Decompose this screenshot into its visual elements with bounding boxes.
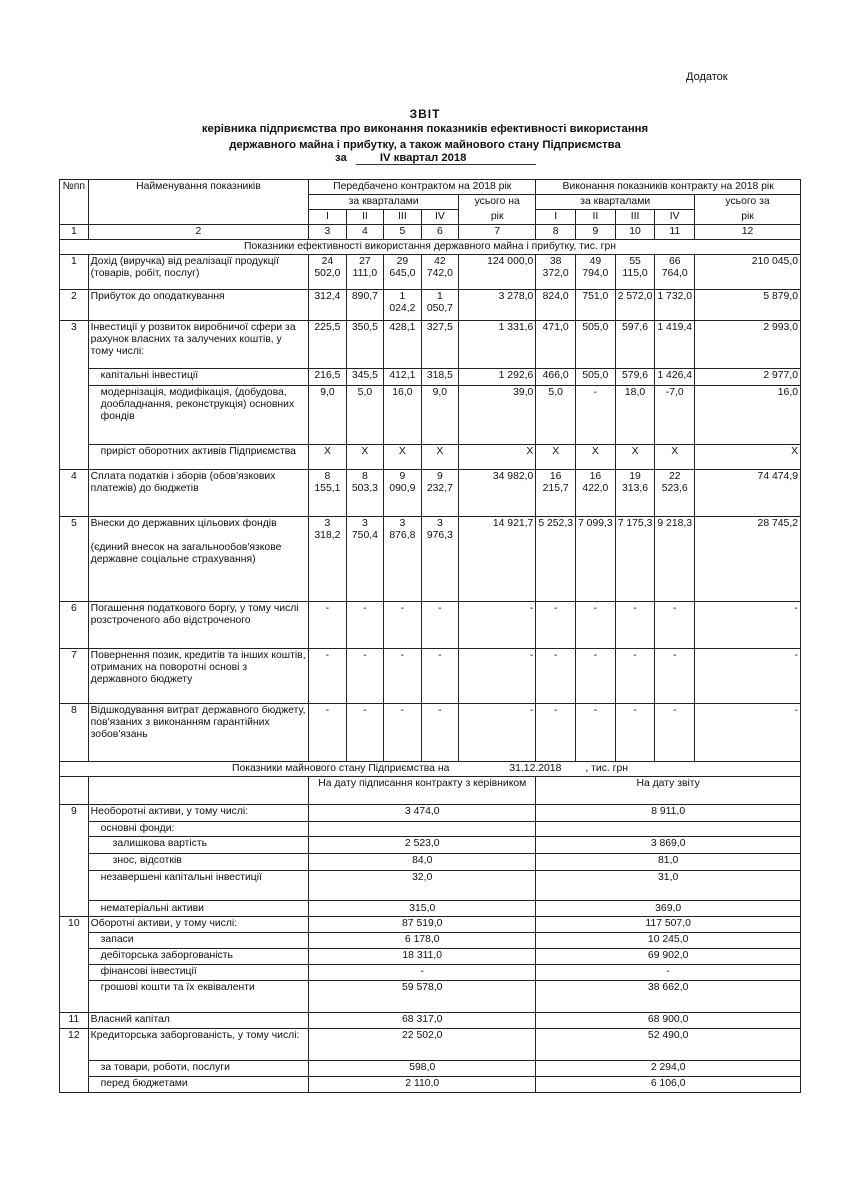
contract-date-value: 68 317,0 [309, 1013, 536, 1029]
header-actual-total: усього за [695, 195, 801, 210]
asset-row [60, 854, 801, 871]
indicator-name [88, 602, 309, 649]
asset-row [60, 837, 801, 854]
report-date-value: 81,0 [536, 854, 801, 871]
header-actual-total-year: рік [695, 210, 801, 225]
column-number: 1 [60, 225, 89, 240]
column-numbers-row [60, 225, 801, 240]
indicator-row [60, 517, 801, 602]
row-number: 8 [60, 704, 89, 762]
asset-name: нематеріальні активи [88, 901, 309, 917]
indicator-name [88, 290, 309, 321]
actual-value: 2 572,0 [615, 290, 655, 321]
planned-value: - [459, 649, 536, 704]
planned-value: - [459, 704, 536, 762]
header-num: №пп [60, 180, 89, 195]
actual-value: 505,0 [576, 369, 616, 386]
row-number [60, 1061, 89, 1077]
asset-row [60, 949, 801, 965]
contract-date-value: - [309, 965, 536, 981]
asset-name: основні фонди: [88, 822, 309, 837]
row-number [60, 445, 89, 470]
contract-date-value: 18 311,0 [309, 949, 536, 965]
indicator-name-text: приріст оборотних активів Підприємства [100, 446, 296, 457]
column-number: 9 [576, 225, 616, 240]
planned-value: X [384, 445, 421, 470]
planned-value: 3 976,3 [421, 517, 458, 602]
planned-value: 9 232,7 [421, 470, 458, 517]
actual-value: - [576, 602, 616, 649]
contract-date-value: 22 502,0 [309, 1029, 536, 1061]
period-value: IV квартал 2018 [356, 152, 536, 165]
header-q3: III [615, 210, 655, 225]
actual-value: 466,0 [536, 369, 576, 386]
actual-value: - [615, 649, 655, 704]
asset-name: залишкова вартість [88, 837, 309, 854]
actual-value: X [536, 445, 576, 470]
planned-value: 216,5 [309, 369, 346, 386]
report-title: ЗВІТ [409, 107, 441, 121]
planned-value: 3 318,2 [309, 517, 346, 602]
header-name: Найменування показників [88, 180, 309, 195]
report-date-value: 38 662,0 [536, 981, 801, 1013]
actual-value: X [615, 445, 655, 470]
report-date-value: 8 911,0 [536, 805, 801, 822]
actual-value: 16 215,7 [536, 470, 576, 517]
report-date-value: 117 507,0 [536, 917, 801, 933]
row-number [60, 933, 89, 949]
actual-value: 9 218,3 [655, 517, 695, 602]
asset-name: фінансові інвестиції [88, 965, 309, 981]
report-date-value: - [536, 965, 801, 981]
actual-value: 2 977,0 [695, 369, 801, 386]
actual-value: 66 764,0 [655, 255, 695, 290]
actual-value: - [536, 704, 576, 762]
indicator-name [88, 321, 309, 369]
indicator-name-text: Прибуток до оподаткування [90, 291, 225, 302]
section-2-title [60, 762, 801, 777]
actual-value: 5 879,0 [695, 290, 801, 321]
row-number [60, 837, 89, 854]
contract-date-value: 315,0 [309, 901, 536, 917]
header-q4: IV [655, 210, 695, 225]
planned-value: 14 921,7 [459, 517, 536, 602]
contract-date-value: 84,0 [309, 854, 536, 871]
header-q1: I [309, 210, 346, 225]
actual-value: 751,0 [576, 290, 616, 321]
row-number: 10 [60, 917, 89, 933]
planned-value: - [384, 704, 421, 762]
asset-name: дебіторська заборгованість [88, 949, 309, 965]
indicator-row [60, 602, 801, 649]
planned-value: 9 090,9 [384, 470, 421, 517]
section-2-suffix: , тис. грн [585, 763, 628, 774]
column-number: 11 [655, 225, 695, 240]
header-planned-total-year: рік [459, 210, 536, 225]
report-subtitle-1: керівника підприємства про виконання показників ефективності використання [201, 123, 649, 135]
report-date-value: 2 294,0 [536, 1061, 801, 1077]
column-number: 10 [615, 225, 655, 240]
actual-value: 74 474,9 [695, 470, 801, 517]
report-table [59, 179, 801, 1093]
planned-value: - [309, 704, 346, 762]
row-number [60, 1077, 89, 1093]
indicator-name-text: Повернення позик, кредитів та інших коштів, отриманих на поворотні основі з державного бюджету [90, 650, 306, 685]
planned-value: 39,0 [459, 386, 536, 445]
actual-value: - [615, 602, 655, 649]
planned-value: - [421, 649, 458, 704]
header-planned: Передбачено контрактом на 2018 рік [309, 180, 536, 195]
row-number [60, 369, 89, 386]
contract-date-value: 3 474,0 [309, 805, 536, 822]
planned-value: - [346, 602, 383, 649]
row-number [60, 386, 89, 445]
row-number [60, 854, 89, 871]
planned-value: 42 742,0 [421, 255, 458, 290]
actual-value: 16,0 [695, 386, 801, 445]
actual-value: 18,0 [615, 386, 655, 445]
planned-value: 5,0 [346, 386, 383, 445]
actual-value: 7 175,3 [615, 517, 655, 602]
actual-value: - [576, 386, 616, 445]
planned-value: 327,5 [421, 321, 458, 369]
actual-value: X [655, 445, 695, 470]
actual-value: X [695, 445, 801, 470]
planned-value: - [384, 602, 421, 649]
indicator-name [88, 386, 309, 445]
report-subtitle-2: державного майна і прибутку, а також майнового стану Підприємства [229, 139, 621, 151]
indicator-name-text: Внески до державних цільових фондів [90, 518, 277, 529]
section-2-header [60, 762, 801, 777]
asset-row [60, 933, 801, 949]
asset-name: грошові кошти та їх еквіваленти [88, 981, 309, 1013]
asset-name: знос, відсотків [88, 854, 309, 871]
planned-value: 29 645,0 [384, 255, 421, 290]
report-date-value: 68 900,0 [536, 1013, 801, 1029]
asset-row [60, 1061, 801, 1077]
planned-value: 1 050,7 [421, 290, 458, 321]
header-q2: II [576, 210, 616, 225]
indicator-name [88, 445, 309, 470]
row-number [60, 949, 89, 965]
header-q1: I [536, 210, 576, 225]
planned-value: 3 750,4 [346, 517, 383, 602]
indicator-name-text: Інвестиції у розвиток виробничої сфери за рахунок власних та залучених коштів, у тому числі: [90, 322, 296, 357]
planned-value: 312,4 [309, 290, 346, 321]
indicator-row [60, 255, 801, 290]
actual-value: - [615, 704, 655, 762]
header-planned-quarters: за кварталами [309, 195, 459, 210]
actual-value: - [655, 704, 695, 762]
asset-name: Власний капітал [88, 1013, 309, 1029]
actual-value: 824,0 [536, 290, 576, 321]
actual-value: - [576, 649, 616, 704]
report-date-value: 52 490,0 [536, 1029, 801, 1061]
header-planned-total: усього на [459, 195, 536, 210]
actual-value: 28 745,2 [695, 517, 801, 602]
actual-value: 19 313,6 [615, 470, 655, 517]
planned-value: 3 278,0 [459, 290, 536, 321]
indicator-name [88, 255, 309, 290]
asset-row [60, 871, 801, 901]
column-number: 7 [459, 225, 536, 240]
actual-value: 1 732,0 [655, 290, 695, 321]
planned-value: 318,5 [421, 369, 458, 386]
indicator-row [60, 321, 801, 369]
planned-value: - [309, 649, 346, 704]
indicator-row [60, 704, 801, 762]
asset-name: незавершені капітальні інвестиції [88, 871, 309, 901]
planned-value: 3 876,8 [384, 517, 421, 602]
asset-name: перед бюджетами [88, 1077, 309, 1093]
row-number [60, 901, 89, 917]
contract-date-value: 32,0 [309, 871, 536, 901]
indicator-row [60, 470, 801, 517]
actual-value: 38 372,0 [536, 255, 576, 290]
asset-row [60, 981, 801, 1013]
planned-value: 34 982,0 [459, 470, 536, 517]
asset-row [60, 1077, 801, 1093]
report-date-value: 6 106,0 [536, 1077, 801, 1093]
actual-value: 22 523,6 [655, 470, 695, 517]
actual-value: 1 419,4 [655, 321, 695, 369]
actual-value: 7 099,3 [576, 517, 616, 602]
report-date-value: 31,0 [536, 871, 801, 901]
header-row-2 [60, 195, 801, 210]
section-2-date: 31.12.2018 [509, 763, 562, 774]
row-number: 6 [60, 602, 89, 649]
indicator-name [88, 470, 309, 517]
asset-row [60, 805, 801, 822]
row-number [60, 981, 89, 1013]
row-number: 2 [60, 290, 89, 321]
report-date-value: 3 869,0 [536, 837, 801, 854]
indicator-name-text: Відшкодування витрат державного бюджету, пов'язаних з виконанням гарантійних зобов'язань [90, 705, 306, 740]
asset-row [60, 965, 801, 981]
planned-value: - [459, 602, 536, 649]
planned-value: 345,5 [346, 369, 383, 386]
asset-row [60, 901, 801, 917]
actual-value: - [536, 602, 576, 649]
header-actual: Виконання показників контракту на 2018 рік [536, 180, 801, 195]
row-number: 11 [60, 1013, 89, 1029]
planned-value: 1 292,6 [459, 369, 536, 386]
asset-name: Кредиторська заборгованість, у тому числі: [88, 1029, 309, 1061]
planned-value: 9,0 [309, 386, 346, 445]
actual-value: 5 252,3 [536, 517, 576, 602]
asset-row [60, 822, 801, 837]
planned-value: X [459, 445, 536, 470]
planned-value: 1 024,2 [384, 290, 421, 321]
asset-name: за товари, роботи, послуги [88, 1061, 309, 1077]
planned-value: - [309, 602, 346, 649]
actual-value: 2 993,0 [695, 321, 801, 369]
report-period [335, 152, 536, 165]
header-actual-quarters: за кварталами [536, 195, 695, 210]
planned-value: 8 503,3 [346, 470, 383, 517]
column-report-date: На дату звіту [536, 777, 801, 805]
contract-date-value: 598,0 [309, 1061, 536, 1077]
planned-value: X [346, 445, 383, 470]
indicator-row [60, 290, 801, 321]
planned-value: - [421, 704, 458, 762]
planned-value: 9,0 [421, 386, 458, 445]
indicator-name [88, 704, 309, 762]
actual-value: X [576, 445, 616, 470]
row-number: 9 [60, 805, 89, 822]
actual-value: 55 115,0 [615, 255, 655, 290]
asset-name: Необоротні активи, у тому числі: [88, 805, 309, 822]
contract-date-value [309, 822, 536, 837]
section-1-title: Показники ефективності використання державного майна і прибутку, тис. грн [60, 240, 801, 255]
asset-row [60, 917, 801, 933]
actual-value: 5,0 [536, 386, 576, 445]
header-row-3 [60, 210, 801, 225]
column-contract-date: На дату підписання контракту з керівником [309, 777, 536, 805]
actual-value: 579,6 [615, 369, 655, 386]
actual-value: - [695, 704, 801, 762]
planned-value: - [421, 602, 458, 649]
period-prefix: за [335, 152, 347, 164]
indicator-name-note: (єдиний внесок на загальнообов'язкове державне соціальне страхування) [90, 542, 282, 565]
indicator-name-text: модернізація, модифікація, (добудова, дообладнання, реконструкція) основних фондів [100, 387, 295, 422]
indicator-name-text: Дохід (виручка) від реалізації продукції (товарів, робіт, послуг) [90, 256, 279, 279]
actual-value: 471,0 [536, 321, 576, 369]
row-number: 5 [60, 517, 89, 602]
actual-value: - [695, 649, 801, 704]
indicator-row [60, 445, 801, 470]
header-q2: II [346, 210, 383, 225]
report-date-value [536, 822, 801, 837]
indicator-name [88, 649, 309, 704]
asset-row [60, 1029, 801, 1061]
indicator-row [60, 386, 801, 445]
indicator-row [60, 649, 801, 704]
planned-value: 24 502,0 [309, 255, 346, 290]
report-date-value: 369,0 [536, 901, 801, 917]
planned-value: 350,5 [346, 321, 383, 369]
asset-row [60, 1013, 801, 1029]
planned-value: - [346, 649, 383, 704]
actual-value: - [576, 704, 616, 762]
planned-value: X [421, 445, 458, 470]
actual-value: 597,6 [615, 321, 655, 369]
indicator-name-text: Сплата податків і зборів (обов'язкових платежів) до бюджетів [90, 471, 276, 494]
column-number: 8 [536, 225, 576, 240]
row-number: 1 [60, 255, 89, 290]
planned-value: - [346, 704, 383, 762]
actual-value: - [536, 649, 576, 704]
actual-value: -7,0 [655, 386, 695, 445]
header-q3: III [384, 210, 421, 225]
actual-value: - [655, 649, 695, 704]
column-number: 4 [346, 225, 383, 240]
section-1-header [60, 240, 801, 255]
indicator-row [60, 369, 801, 386]
actual-value: 1 426,4 [655, 369, 695, 386]
row-number: 4 [60, 470, 89, 517]
report-date-value: 69 902,0 [536, 949, 801, 965]
row-number: 3 [60, 321, 89, 369]
actual-value: 505,0 [576, 321, 616, 369]
indicator-name-text: Погашення податкового боргу, у тому числі розстроченого або відстроченого [90, 603, 299, 626]
column-number: 6 [421, 225, 458, 240]
asset-name: Оборотні активи, у тому числі: [88, 917, 309, 933]
actual-value: 49 794,0 [576, 255, 616, 290]
header-row-1 [60, 180, 801, 195]
planned-value: 428,1 [384, 321, 421, 369]
contract-date-value: 2 523,0 [309, 837, 536, 854]
column-number: 5 [384, 225, 421, 240]
planned-value: 16,0 [384, 386, 421, 445]
actual-value: - [695, 602, 801, 649]
annex-label: Додаток [686, 71, 728, 83]
planned-value: 1 331,6 [459, 321, 536, 369]
contract-date-value: 2 110,0 [309, 1077, 536, 1093]
indicator-name [88, 369, 309, 386]
planned-value: X [309, 445, 346, 470]
row-number: 7 [60, 649, 89, 704]
row-number: 12 [60, 1029, 89, 1061]
actual-value: - [655, 602, 695, 649]
indicator-name [88, 517, 309, 602]
row-number [60, 822, 89, 837]
planned-value: - [384, 649, 421, 704]
actual-value: 210 045,0 [695, 255, 801, 290]
planned-value: 412,1 [384, 369, 421, 386]
header-q4: IV [421, 210, 458, 225]
row-number [60, 965, 89, 981]
report-date-value: 10 245,0 [536, 933, 801, 949]
contract-date-value: 87 519,0 [309, 917, 536, 933]
row-number [60, 871, 89, 901]
indicator-name-text: капітальні інвестиції [100, 370, 199, 381]
column-number: 2 [88, 225, 309, 240]
planned-value: 124 000,0 [459, 255, 536, 290]
section-2-columns [60, 777, 801, 805]
section-2-prefix: Показники майнового стану Підприємства на [232, 763, 450, 774]
actual-value: 16 422,0 [576, 470, 616, 517]
contract-date-value: 59 578,0 [309, 981, 536, 1013]
planned-value: 27 111,0 [346, 255, 383, 290]
planned-value: 8 155,1 [309, 470, 346, 517]
planned-value: 890,7 [346, 290, 383, 321]
column-number: 12 [695, 225, 801, 240]
contract-date-value: 6 178,0 [309, 933, 536, 949]
column-number: 3 [309, 225, 346, 240]
planned-value: 225,5 [309, 321, 346, 369]
asset-name: запаси [88, 933, 309, 949]
